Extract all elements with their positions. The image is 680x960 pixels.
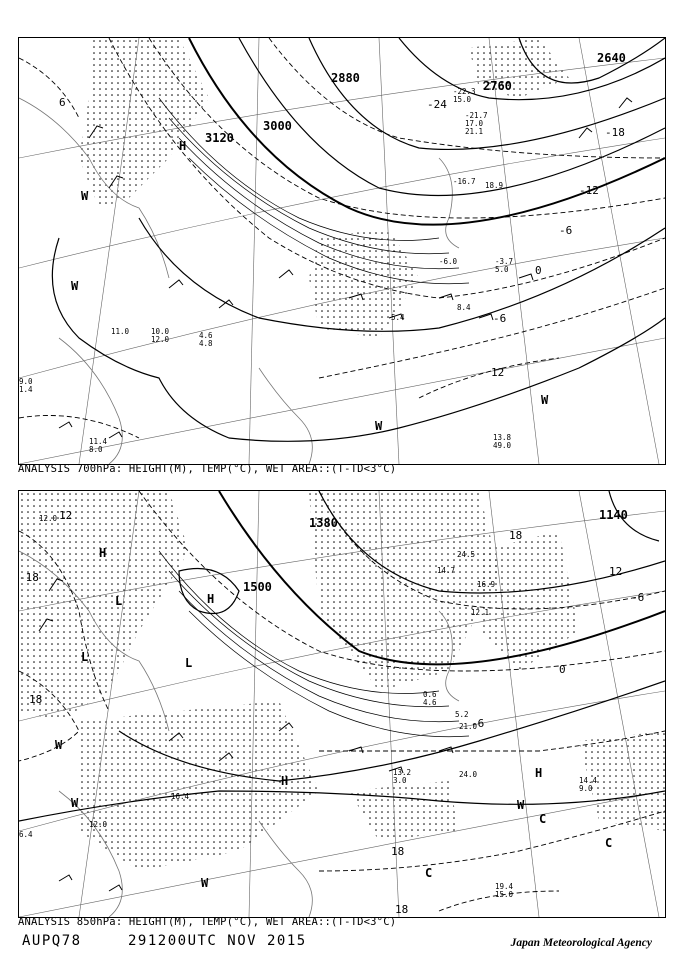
temp-label: 18 [509,529,523,542]
height-label: 3120 [205,131,234,145]
temp-label: 18 [395,903,409,916]
station-value: 4.6 [199,331,213,340]
temp-label: -24 [427,98,447,111]
temp-label: -12 [579,184,599,197]
warm-center-marker: W [55,738,63,752]
temp-label: -18 [19,571,39,584]
station-value: 49.0 [493,441,512,450]
temp-label: 18 [391,845,405,858]
cold-center-marker: C [605,836,613,850]
bulletin-id: AUPQ78 [22,933,82,949]
station-value: 13.2 [393,768,412,777]
warm-center-marker: W [541,393,549,407]
station-value: 15.0 [495,890,514,899]
station-value: -3.7 [495,257,514,266]
temp-label: -6 [493,312,507,325]
height-label: 2760 [483,79,512,93]
low-center-marker: L [115,594,123,608]
station-value: 10.0 [151,327,170,336]
temp-label: -6 [631,591,645,604]
map-850hpa [18,490,666,918]
low-center-marker: L [81,650,89,664]
caption-700hpa: ANALYSIS 700hPa: HEIGHT(M), TEMP(°C), WET AREA::(T-TD<3°C) [18,463,397,475]
station-value: 12.0 [39,514,58,523]
temp-label: 12 [59,509,73,522]
station-value: 5.2 [455,710,469,719]
analysis-timestamp: 291200UTC NOV 2015 [128,933,307,949]
station-value: -16.7 [453,177,476,186]
temp-label: 12 [491,366,505,379]
high-center-marker: H [207,592,215,606]
wet-area-850 [19,491,665,871]
temp-label: 0 [559,663,566,676]
station-value: 13.8 [493,433,512,442]
station-value: -22.3 [453,87,476,96]
station-value: 4.6 [423,698,437,707]
station-value: 24.0 [459,770,478,779]
station-value: 5.4 [391,313,405,322]
station-value: 15.0 [453,95,472,104]
station-value: 6.4 [19,830,33,839]
station-value: 3.0 [393,776,407,785]
station-value: 24.5 [457,550,476,559]
temp-label: 12 [609,565,623,578]
temp-label: 0 [535,264,542,277]
map-700hpa-canvas [19,38,665,464]
map-700hpa [18,37,666,465]
station-value: 12.0 [89,820,108,829]
dense-contours-700 [159,98,469,284]
station-value: 11.0 [111,327,130,336]
height-label: 1500 [243,580,272,594]
station-value: 0.6 [423,690,437,699]
station-value: 9.0 [579,784,593,793]
cold-center-marker: C [539,812,547,826]
high-center-marker: H [281,774,289,788]
map-850hpa-canvas [19,491,665,917]
warm-center-marker: W [71,279,79,293]
station-value: -21.7 [465,111,488,120]
warm-center-marker: W [201,876,209,890]
height-label: 2640 [597,51,626,65]
high-center-marker: H [99,546,107,560]
agency-name: Japan Meteorological Agency [510,937,652,949]
station-value: 18.9 [485,181,504,190]
station-value: 17.0 [465,119,484,128]
station-value: 8.0 [89,445,103,454]
height-label: 3000 [263,119,292,133]
warm-center-marker: W [71,796,79,810]
temp-label: -6 [559,224,573,237]
height-label: 1140 [599,508,628,522]
station-value: 21.1 [465,127,484,136]
station-value: 19.4 [495,882,514,891]
high-center-marker: H [535,766,543,780]
temp-label: -6 [471,717,485,730]
station-value: 5.0 [495,265,509,274]
station-value: 16.4 [171,792,190,801]
station-value: 12.1 [471,608,490,617]
temp-label: 6 [59,96,66,109]
height-label: 2880 [331,71,360,85]
height-labels-700 [205,51,626,145]
temp-label: -18 [605,126,625,139]
station-value: 9.0 [19,377,33,386]
high-center-marker: H [179,139,187,153]
station-value: 21.0 [459,722,478,731]
height-label: 1380 [309,516,338,530]
station-value: 1.4 [19,385,33,394]
station-value: 8.4 [457,303,471,312]
station-value: 14.7 [437,566,456,575]
station-value: 4.8 [199,339,213,348]
station-value: 12.0 [151,335,170,344]
warm-center-marker: W [81,189,89,203]
warm-center-marker: W [517,798,525,812]
station-value: 16.9 [477,580,496,589]
station-value: 14.4 [579,776,598,785]
caption-850hpa: ANALYSIS 850hPa: HEIGHT(M), TEMP(°C), WET AREA::(T-TD<3°C) [18,916,397,928]
station-value: 11.4 [89,437,108,446]
low-center-marker: L [185,656,193,670]
cold-center-marker: C [425,866,433,880]
warm-center-marker: W [375,419,383,433]
station-value: -6.0 [439,257,458,266]
temp-label: 18 [29,693,43,706]
